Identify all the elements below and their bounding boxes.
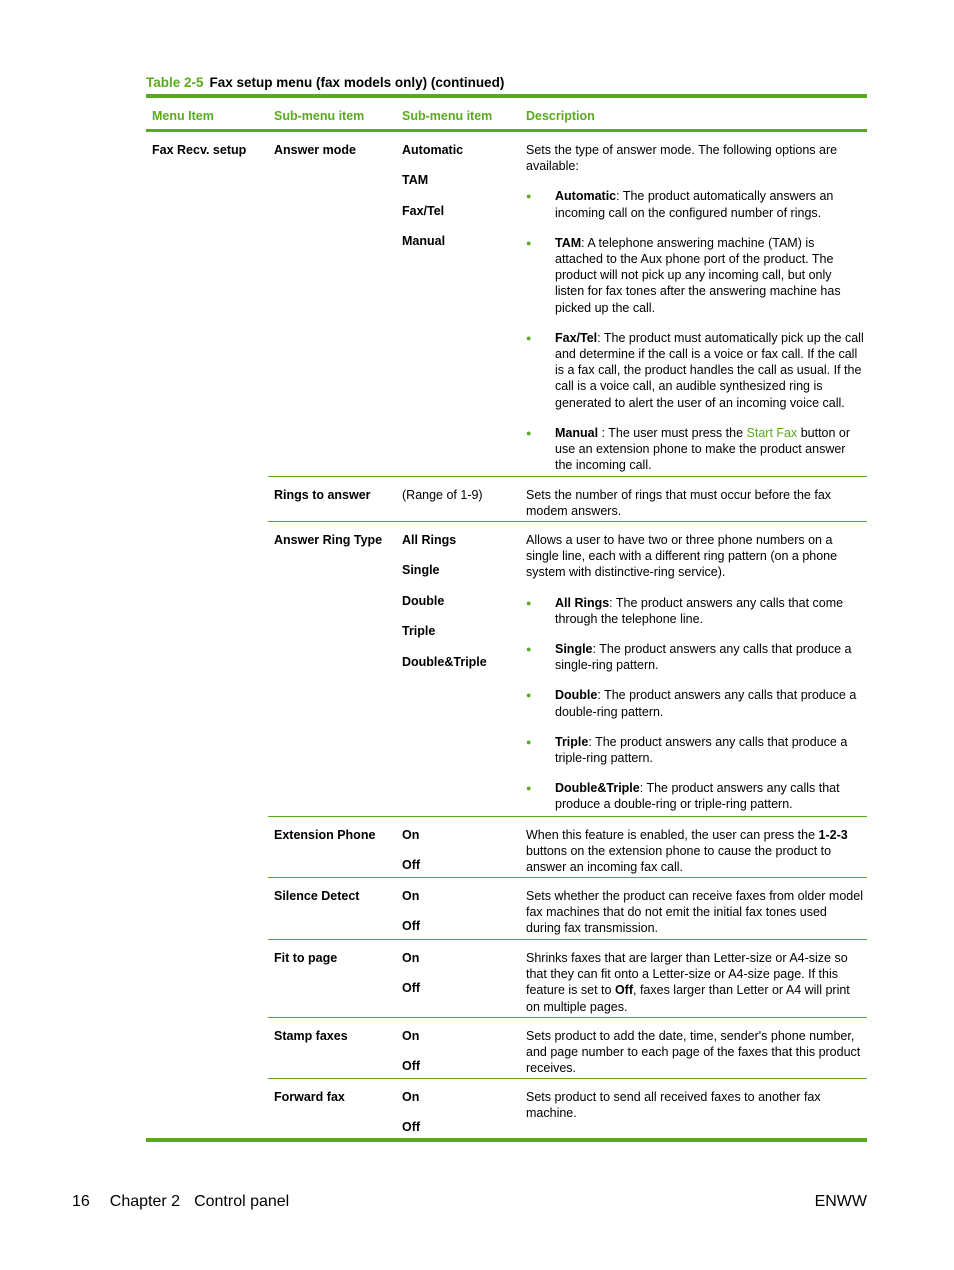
list-item: ● All Rings: The product answers any calls that come through the telephone line.: [526, 595, 864, 627]
rings-range: (Range of 1-9): [402, 488, 483, 502]
list-item: ● Triple: The product answers any calls that produce a triple-ring pattern.: [526, 734, 864, 766]
option-fax-tel: Fax/Tel: [402, 203, 445, 218]
table-row-stamp-faxes: [146, 1018, 867, 1079]
table-row-forward-fax: [146, 1079, 867, 1138]
option-off: Off: [402, 1059, 421, 1074]
option-on: On: [402, 889, 420, 903]
option-tam: TAM: [402, 173, 429, 188]
list-item: ● Double: The product answers any calls that produce a double-ring pattern.: [526, 687, 864, 719]
table-header: [146, 98, 867, 129]
option-triple: Triple: [402, 624, 436, 639]
table-row-extension-phone: [146, 817, 867, 878]
option-on: On: [402, 828, 420, 842]
table-title: Fax setup menu (fax models only) (continued): [209, 75, 505, 90]
submenu-stamp-faxes: Stamp faxes: [274, 1029, 348, 1043]
list-item: ● Single: The product answers any calls that produce a single-ring pattern.: [526, 641, 864, 673]
extension-phone-description: When this feature is enabled, the user can press the 1-2-3 buttons on the extension phone to cause the product to answer an incoming fax call.: [526, 828, 848, 875]
ring-type-description: [526, 532, 864, 813]
list-item: ● Automatic: The product automatically answers an incoming call on the configured number of rings.: [526, 188, 864, 220]
option-off: Off: [402, 919, 421, 934]
answer-mode-bullets: [526, 188, 864, 473]
list-item: ● Double&Triple: The product answers any calls that produce a double-ring or triple-ring pattern.: [526, 780, 864, 812]
answer-mode-intro: Sets the type of answer mode. The following options are available:: [526, 143, 838, 174]
header-description: Description: [526, 109, 595, 123]
submenu-fit-to-page: Fit to page: [274, 951, 338, 965]
submenu-forward-fax: Forward fax: [274, 1090, 345, 1104]
extension-phone-options: [402, 827, 420, 874]
fit-to-page-description: Shrinks faxes that are larger than Letter-size or A4-size so that they can fit onto a Letter-size or A4-size page. If this feature is set to Off, faxes larger than Letter or A4 will print on multiple pages.: [526, 951, 850, 1014]
submenu-rings-to-answer: Rings to answer: [274, 488, 371, 502]
option-automatic: Automatic: [402, 143, 464, 157]
table-caption: [146, 75, 504, 90]
forward-fax-options: [402, 1089, 420, 1136]
option-off: Off: [402, 858, 421, 873]
submenu-extension-phone: Extension Phone: [274, 828, 376, 842]
section-label: Control panel: [194, 1193, 290, 1210]
option-double: Double: [402, 593, 445, 608]
table-number: Table 2-5: [146, 75, 204, 90]
list-item: ● TAM: A telephone answering machine (TAM) is attached to the Aux phone port of the product. The product will not pick up any incoming call, but only listen for fax tones after the answering machine has picked up the call.: [526, 235, 864, 316]
ring-type-intro: Allows a user to have two or three phone numbers on a single line, each with a different ring pattern (on a phone system with distinctive-ring service).: [526, 533, 838, 580]
answer-mode-options: [402, 142, 463, 249]
chapter-label: Chapter 2: [109, 1193, 181, 1210]
fit-to-page-options: [402, 950, 420, 997]
option-on: On: [402, 1029, 420, 1043]
ring-type-bullets: [526, 595, 864, 813]
answer-mode-description: [526, 142, 864, 473]
option-manual: Manual: [402, 234, 446, 249]
table-row-answer-mode: [146, 132, 867, 477]
table-row-silence-detect: [146, 878, 867, 940]
submenu-silence-detect: Silence Detect: [274, 889, 360, 903]
submenu-answer-ring-type: Answer Ring Type: [274, 533, 383, 547]
table-row-rings-to-answer: [146, 477, 867, 522]
stamp-faxes-description: Sets product to add the date, time, sender's phone number, and page number to each page of the faxes that this product receives.: [526, 1029, 861, 1076]
start-fax-link[interactable]: Start Fax: [746, 425, 798, 440]
stamp-faxes-options: [402, 1028, 420, 1075]
fax-setup-table: [146, 94, 867, 1142]
table-row-answer-ring-type: [146, 522, 867, 817]
header-sub-menu-item-1: Sub-menu item: [274, 109, 365, 123]
list-item: ● Fax/Tel: The product must automatically pick up the call and determine if the call is a voice or fax call. If the call is a fax call, the product handles the call as usual. If the call is a voice call, an audible synthesized ring is generated to alert the user of an incoming voice call.: [526, 330, 864, 411]
forward-fax-description: Sets product to send all received faxes to another fax machine.: [526, 1090, 821, 1121]
table-bottom-rule: [146, 1138, 867, 1142]
page-footer-right: ENWW: [814, 1193, 867, 1210]
option-all-rings: All Rings: [402, 533, 457, 547]
option-single: Single: [402, 563, 440, 578]
page-footer-left: [72, 1193, 289, 1211]
option-off: Off: [402, 1120, 421, 1135]
option-double-triple: Double&Triple: [402, 654, 487, 669]
ring-type-options: [402, 532, 487, 670]
table-row-fit-to-page: [146, 940, 867, 1018]
submenu-answer-mode: Answer mode: [274, 143, 356, 157]
option-on: On: [402, 1090, 420, 1104]
menu-item-fax-recv-setup: Fax Recv. setup: [152, 143, 247, 157]
option-on: On: [402, 951, 420, 965]
silence-detect-description: Sets whether the product can receive faxes from older model fax machines that do not emit the initial fax tones used during fax transmission.: [526, 889, 863, 936]
header-sub-menu-item-2: Sub-menu item: [402, 109, 493, 123]
list-item: ● Manual : The user must press the Start Fax button or use an extension phone to make the product answer the incoming call.: [526, 425, 864, 474]
header-menu-item: Menu Item: [152, 109, 214, 123]
rings-description: Sets the number of rings that must occur before the fax modem answers.: [526, 488, 832, 519]
page-number: 16: [72, 1193, 90, 1210]
silence-detect-options: [402, 888, 420, 935]
option-off: Off: [402, 981, 421, 996]
